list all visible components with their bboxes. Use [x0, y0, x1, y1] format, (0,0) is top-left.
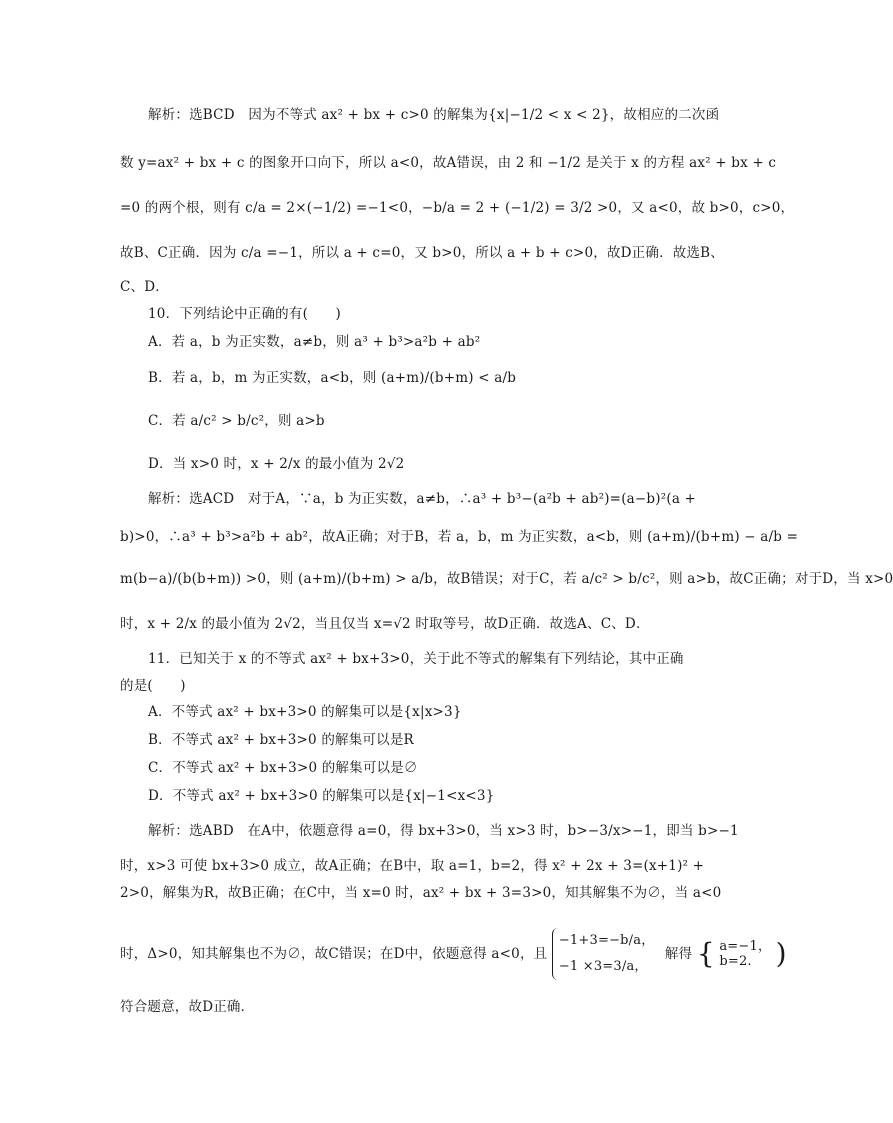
q11-analysis-line5: 符合题意，故D正确． [120, 999, 255, 1015]
right-paren: ) [775, 937, 787, 970]
q10-stem: 10．下列结论中正确的有( ) [148, 306, 341, 322]
q11-stem-line2: 的是( ) [120, 678, 186, 694]
q10-option-a: A．若 a，b 为正实数，a≠b，则 a³ + b³>a²b + ab² [148, 334, 481, 350]
q11-analysis-text: 时，Δ>0，知其解集也不为∅，故C错误；在D中，依题意得 a<0，且 [120, 946, 548, 962]
q10-analysis-line1: 解析：选ACD 对于A，∵a，b 为正实数，a≠b，∴a³ + b³−(a²b + ab²)=(a−b)²(a + [148, 491, 697, 507]
q11-analysis-line1: 解析：选ABD 在A中，依题意得 a=0，得 bx+3>0，当 x>3 时，b>−3/x>−1，即当 b>−1 [148, 823, 739, 839]
q9-analysis-text-tail: ，故相应的二次函 [609, 107, 720, 123]
q11-analysis-line2: 时，x>3 可使 bx+3>0 成立，故A正确；在B中，取 a=1，b=2，得 x² + 2x + 3=(x+1)² + [120, 858, 705, 874]
q10-analysis-line4: 时，x + 2/x 的最小值为 2√2，当且仅当 x=√2 时取等号，故D正确．故选A、C、D． [120, 616, 650, 632]
solution-system [719, 939, 771, 969]
q10-option-d: D．当 x>0 时，x + 2/x 的最小值为 2√2 [148, 456, 405, 472]
q10-analysis-line2: b)>0，∴a³ + b³>a²b + ab²，故A正确；对于B，若 a，b，m 为正实数，a<b，则 (a+m)/(b+m) − a/b = [120, 529, 799, 545]
q10-analysis-line3: m(b−a)/(b(b+m)) >0，则 (a+m)/(b+m) > a/b，故B错误；对于C，若 a/c² > b/c²，则 a>b，故C正确；对于D，当 x>0 [120, 571, 893, 587]
q10-option-c: C．若 a/c² > b/c²，则 a>b [148, 413, 325, 429]
equation-system [552, 928, 655, 980]
q10-option-b: B．若 a，b，m 为正实数，a<b，则 (a+m)/(b+m) < a/b [148, 370, 517, 386]
q9-analysis-line5: C、D． [120, 279, 169, 295]
q9-analysis-line2: 数 y=ax² + bx + c 的图象开口向下，所以 a<0，故A错误，由 2 和 −1/2 是关于 x 的方程 ax² + bx + c [120, 155, 777, 171]
solution-b: b=2. [719, 954, 752, 969]
q11-option-c: C．不等式 ax² + bx+3>0 的解集可以是∅ [148, 760, 418, 776]
q11-analysis-line3: 2>0，解集为R，故B正确；在C中，当 x=0 时，ax² + bx + 3=3>0，知其解集不为∅，当 a<0 [120, 885, 722, 901]
q9-analysis-line4: 故B、C正确．因为 c/a =−1，所以 a + c=0，又 b>0，所以 a + b + c>0，故D正确．故选B、 [120, 245, 725, 261]
system-equation-2: −1 ×3=3/a， [558, 959, 648, 974]
system-equation-1: −1+3=−b/a， [558, 933, 655, 948]
q11-option-b: B．不等式 ax² + bx+3>0 的解集可以是R [148, 732, 414, 748]
q9-analysis-text: 解析：选BCD 因为不等式 ax² + bx + c>0 的解集为 [148, 107, 489, 123]
left-brace: { [696, 937, 715, 970]
solution-a: a=−1， [719, 939, 772, 954]
q9-analysis-line1 [148, 106, 719, 124]
q9-solution-set: {x|−1/2 < x < 2} [488, 107, 610, 123]
q11-stem-line1: 11．已知关于 x 的不等式 ax² + bx+3>0，关于此不等式的解集有下列结论，其中正确 [148, 651, 684, 667]
q9-analysis-line3: =0 的两个根，则有 c/a = 2×(−1/2) =−1<0，−b/a = 2 + (−1/2) = 3/2 >0，又 a<0，故 b>0，c>0， [120, 200, 795, 216]
q11-option-d: D．不等式 ax² + bx+3>0 的解集可以是{x|−1<x<3} [148, 788, 495, 804]
q11-option-a: A．不等式 ax² + bx+3>0 的解集可以是{x|x>3} [148, 704, 462, 720]
solve-text: 解得 [664, 946, 693, 962]
q11-analysis-line4 [120, 928, 787, 988]
